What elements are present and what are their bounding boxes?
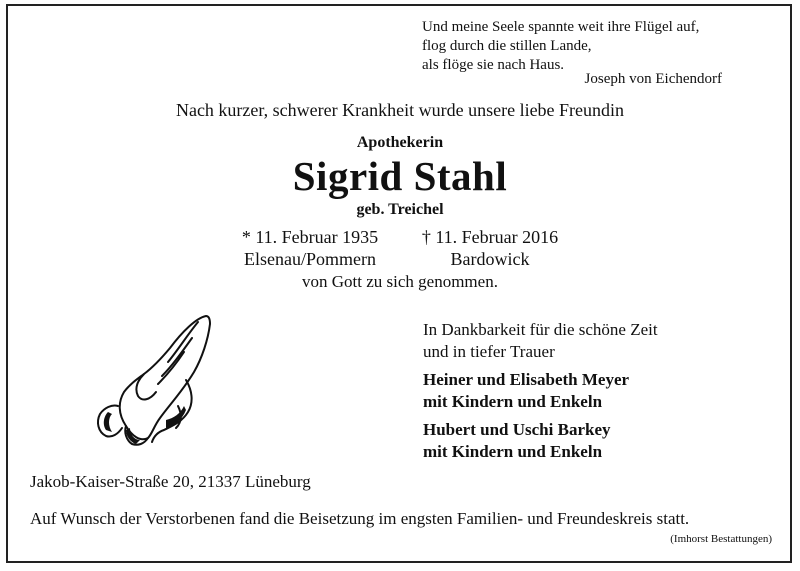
funeral-note: Auf Wunsch der Verstorbenen fand die Beisetzung im engsten Familien- und Freundeskreis statt. (30, 509, 690, 528)
death-info (405, 226, 575, 270)
undertaker-credit: (Imhorst Bestattungen) (670, 533, 772, 545)
poem-author: Joseph von Eichendorf (584, 71, 722, 87)
death-date: † 11. Februar 2016 (421, 227, 559, 247)
poem-line: Und meine Seele spannte weit ihre Flügel auf, (422, 19, 700, 35)
praying-hands-icon (78, 310, 218, 450)
poem (422, 18, 699, 75)
mourners-intro: In Dankbarkeit für die schöne Zeit (423, 320, 658, 339)
address: Jakob-Kaiser-Straße 20, 21337 Lüneburg (30, 472, 311, 491)
birth-info (230, 226, 390, 270)
intro-text: Nach kurzer, schwerer Krankheit wurde unsere liebe Freundin (175, 100, 625, 120)
family-relatives: mit Kindern und Enkeln (423, 442, 603, 461)
birth-place: Elsenau/Pommern (244, 249, 376, 269)
family-relatives: mit Kindern und Enkeln (423, 392, 603, 411)
rest-phrase: von Gott zu sich genommen. (302, 272, 498, 291)
poem-line: flog durch die stillen Lande, (422, 38, 592, 54)
mourners-intro: und in tiefer Trauer (423, 342, 555, 361)
family-name: Heiner und Elisabeth Meyer (423, 370, 630, 389)
mourners-block (423, 319, 658, 463)
family-name: Hubert und Uschi Barkey (423, 420, 611, 439)
death-place: Bardowick (450, 249, 530, 269)
profession-label: Apothekerin (356, 134, 444, 151)
maiden-name: geb. Treichel (356, 201, 444, 218)
poem-line: als flöge sie nach Haus. (422, 57, 565, 73)
birth-date: * 11. Februar 1935 (241, 227, 379, 247)
deceased-name: Sigrid Stahl (292, 153, 508, 199)
